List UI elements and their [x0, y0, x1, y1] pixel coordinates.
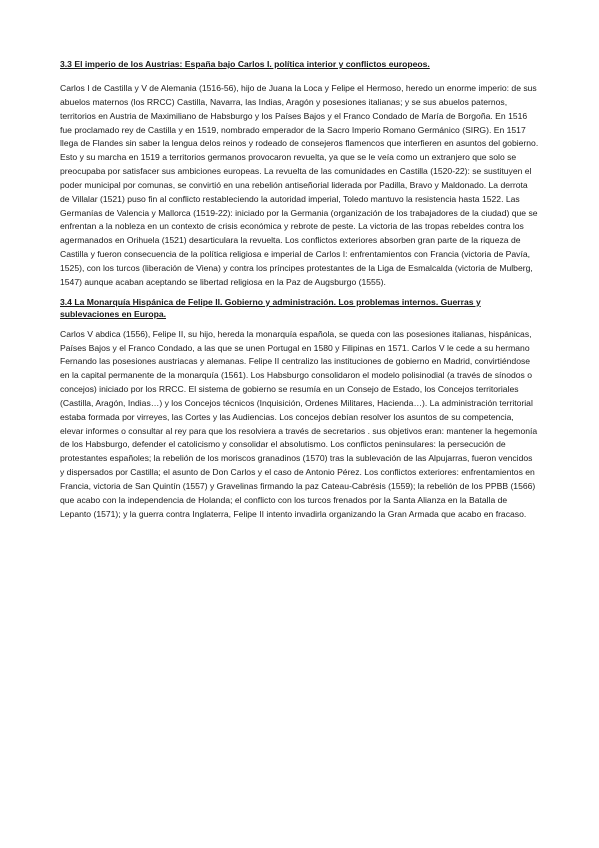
section-heading-3-4: 3.4 La Monarquía Hispánica de Felipe II. Gobierno y administración. Los problemas internos. Guerras y sublevaciones en Europa. — [60, 296, 481, 319]
section-heading-3-3: 3.3 El imperio de los Austrias: España bajo Carlos I. política interior y conflictos europeos. — [60, 59, 430, 69]
section-body-3-3: Carlos I de Castilla y V de Alemania (1516-56), hijo de Juana la Loca y Felipe el Hermoso, heredo un enorme imperio: de sus abuelos maternos (los RRCC) Castilla, Navarra, las Indias, Aragón y posesiones italianas; y se sus abuelos paternos, territorios en Austria de Maximiliano de Habsburgo y los Países Bajos y el Franco Condado de María de Borgoña. En 1516 fue proclamado rey de Castilla y en 1519, nombrado emperador de la Sacro Imperio Romano Germánico (SIRG). En 1517 llega de Flandes sin saber la lengua delos reinos y rodeado de consejeros flamencos que interfieren en asuntos del gobierno. Esto y su marcha en 1519 a territorios germanos provocaron revuelta, ya que se le veía como un extranjero que solo se preocupaba por satisfacer sus ambiciones europeas. La revuelta de las comunidades en Castilla (1520-22): se sustituyen el poder municipal por comunas, se convirtió en una rebelión antiseñorial liderada por Padilla, Bravo y Maldonado. La derrota de Villalar (1521) puso fin al conflicto restableciendo la autoridad imperial, Toledo mantuvo la resistencia hasta 1522. Las Germanías de Valencia y Mallorca (1519-22): iniciado por la Germania (organización de los trabajadores de la ciudad) que se enfrentan a la nobleza en un contexto de crisis económica y rebrote de peste. La victoria de las tropas rebeldes contra los agermanados en Orihuela (1521) desarticulara la revuelta. Los conflictos exteriores absorben gran parte de la riqueza de Castilla y fueron consecuencia de la política religiosa e imperial de Carlos I: enfrentamientos con Francia (victoria de Pavía, 1525), con los turcos (liberación de Viena) y contra los príncipes protestantes de la Liga de Esmalcalda (victoria de Mulberg, 1547) aunque acaban aceptando se libertad religiosa en la Paz de Augsburgo (1555). — [60, 83, 539, 287]
section-body-3-4: Carlos V abdica (1556), Felipe II, su hijo, hereda la monarquía española, se queda con las posesiones italianas, hispánicas, Países Bajos y el Franco Condado, a las que se unen Portugal en 1580 y Filipinas en 1571. Carlos V le cede a su hermano Fernando las posesiones austriacas y alemanas. Felipe II centralizo las instituciones de gobierno en Madrid, convirtiéndose en la capital permanente de la monarquía (1561). Los Habsburgo consolidaron el modelo polisinodial (a través de sínodos o concejos) iniciado por los RRCC. El sistema de gobierno se resumía en un Consejo de Estado, los Concejos territoriales (Castilla, Aragón, Indias…) y los Concejos técnicos (Inquisición, Ordenes Militares, Hacienda…). La administración territorial estaba formada por virreyes, las Cortes y las Audiencias. Los concejos debían resolver los asuntos de su competencia, elevar informes o consultar al rey para que los resolviera a través de secretarios . sus objetivos eran: mantener la hegemonía de los Habsburgo, defender el catolicismo y consolidar el absolutismo. Los conflictos peninsulares: la persecución de protestantes españoles; la rebelión de los moriscos granadinos (1570) tras la sublevación de las Alpujarras, fueron vencidos y dispersados por Castilla; el asunto de Don Carlos y el caso de Antonio Pérez. Los conflictos exteriores: enfrentamientos en Francia, victoria de San Quintín (1557) y Gravelinas firmando la paz Cateau-Cabrésis (1559); la rebelión de los PPBB (1566) que acabo con la independencia de Holanda; el conflicto con los turcos frenados por la Santa Alianza en la Batalla de Lepanto (1571); y la guerra contra Inglaterra, Felipe II intento invadirla organizando la Gran Armada que acabo en fracaso. — [60, 328, 538, 519]
